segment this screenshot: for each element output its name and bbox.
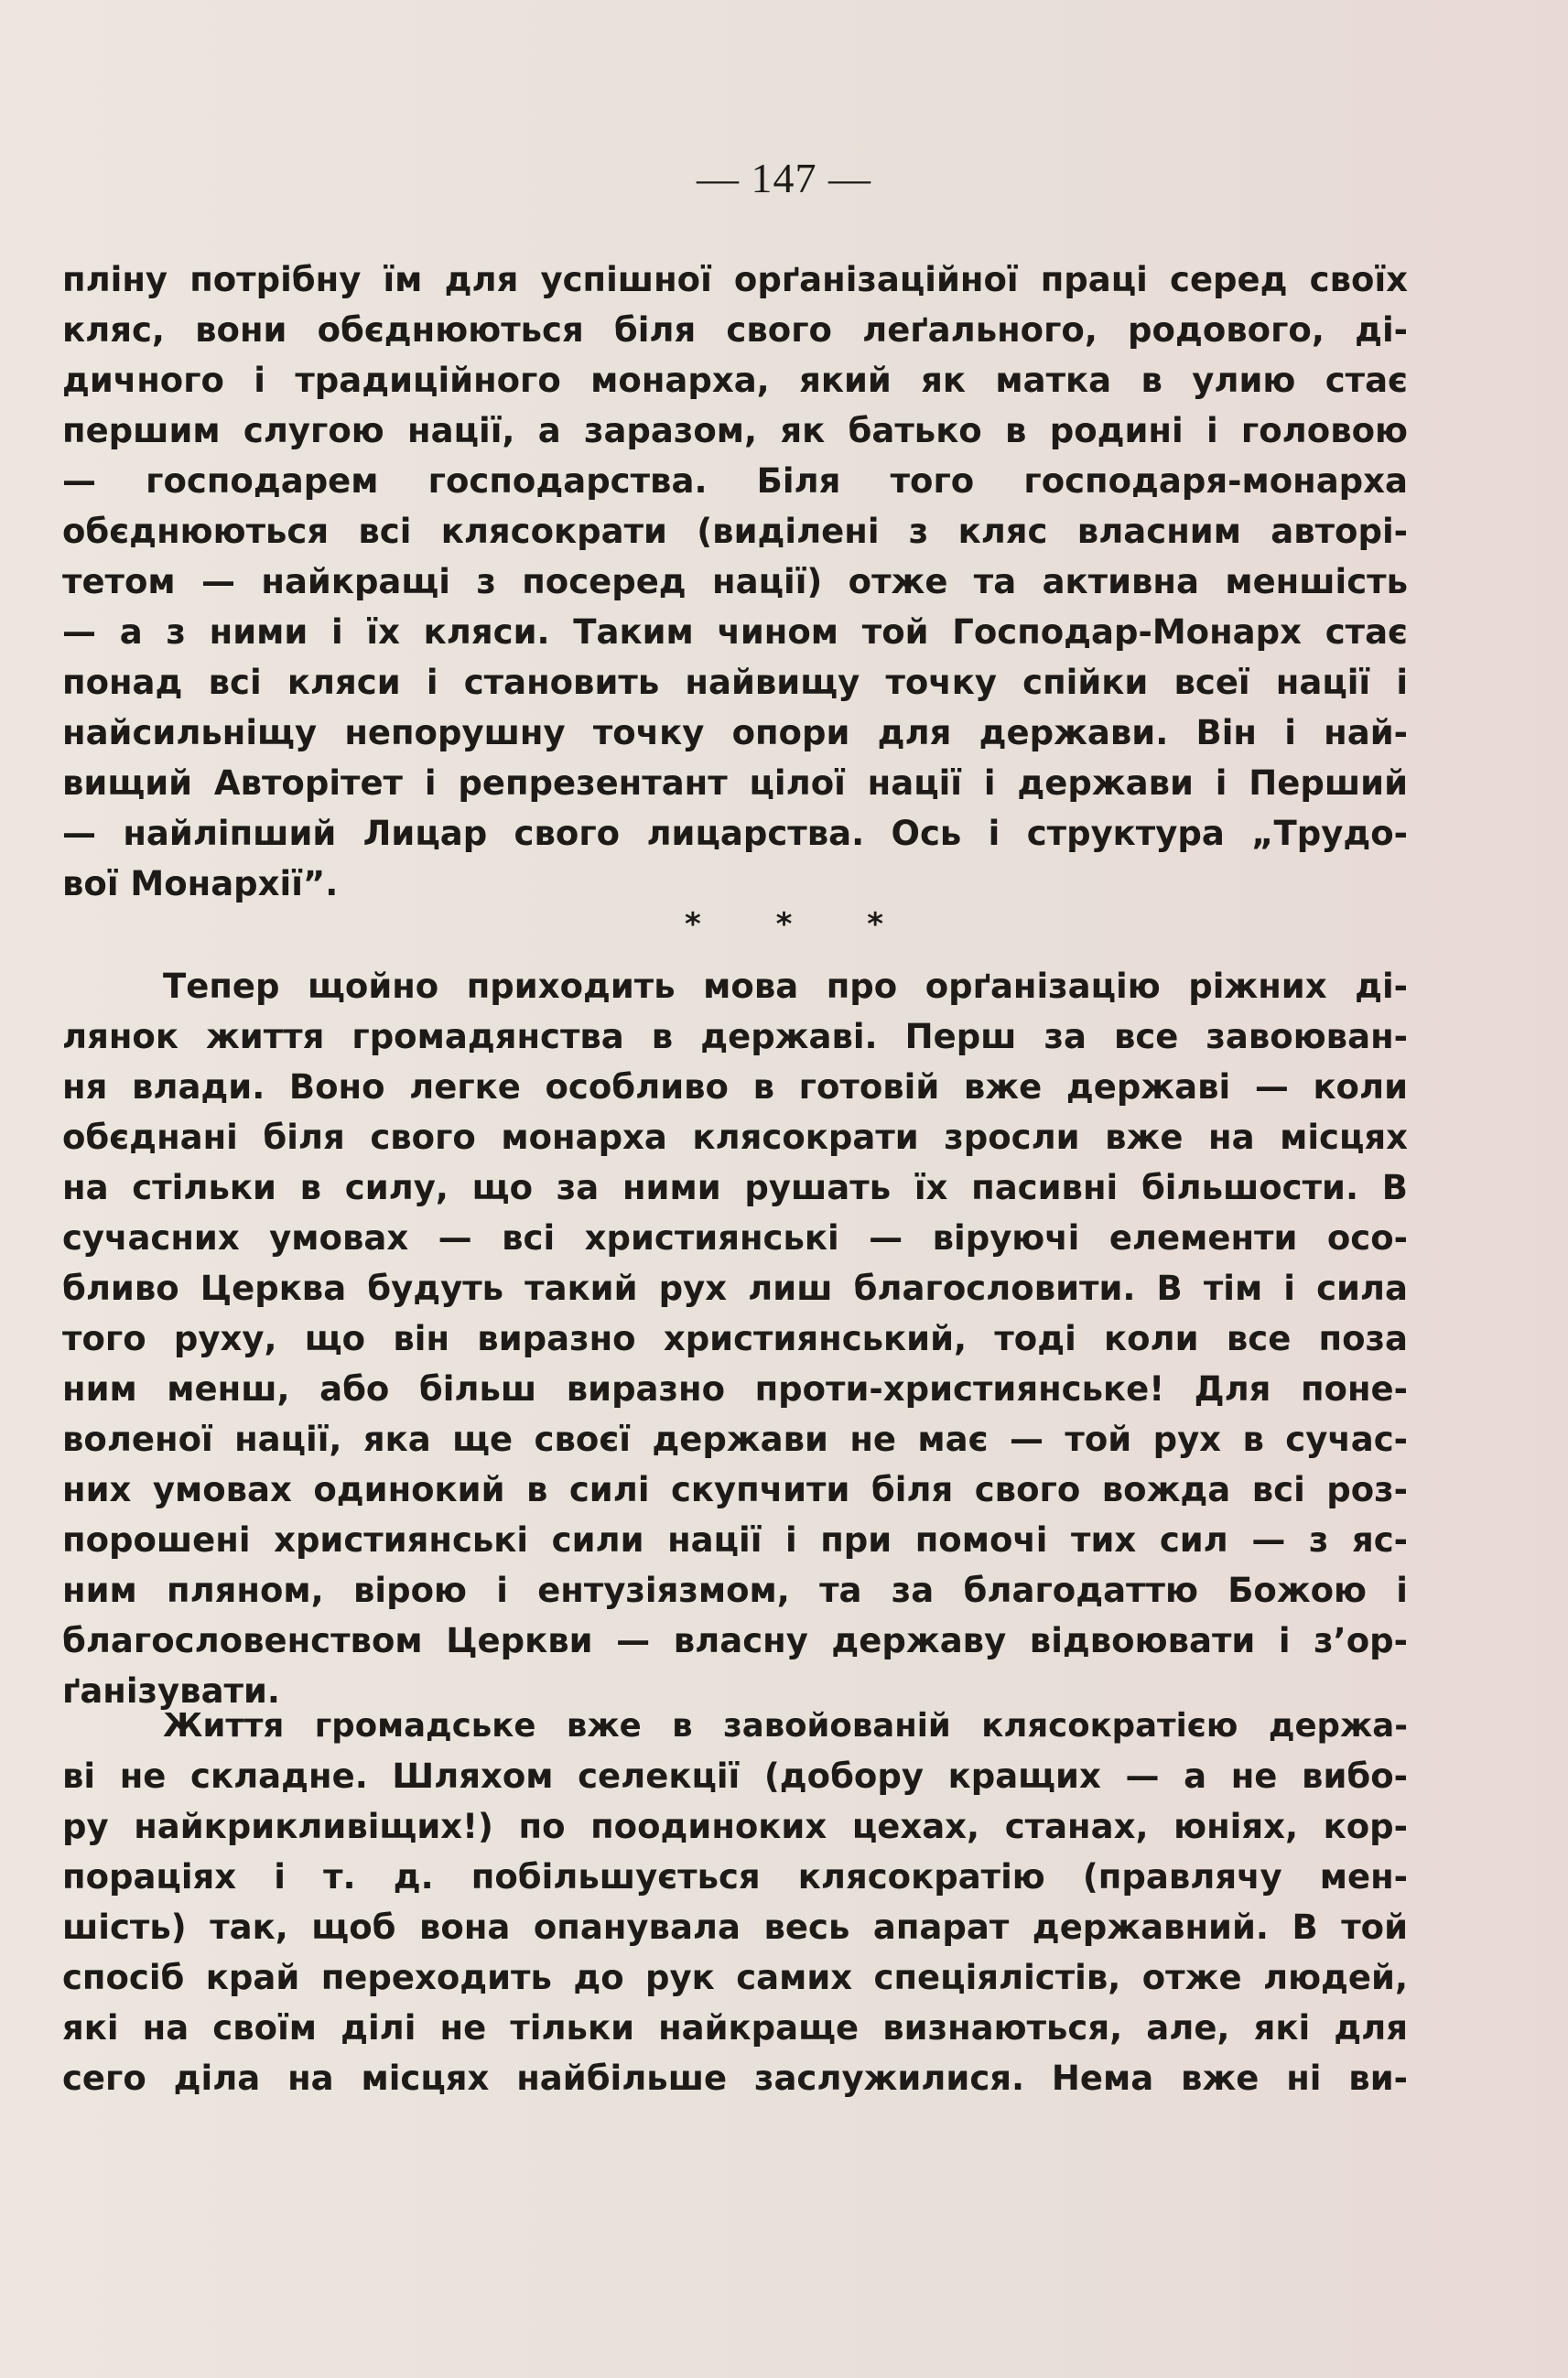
text-line: тетом — найкращі з посеред нації) отже та активна меншість xyxy=(62,562,1408,601)
paragraph-3 xyxy=(62,1701,1408,2103)
text-line: понад всі кляси і становить найвищу точку спійки всеї нації і xyxy=(62,663,1408,702)
text-line: ним менш, або більш виразно проти-християнське! Для поне- xyxy=(62,1369,1408,1409)
paragraph-1 xyxy=(62,254,1408,909)
text-line: — господарем господарства. Біля того господаря-монарха xyxy=(62,461,1408,501)
text-line: спосіб край переходить до рук самих спеціялістів, отже людей, xyxy=(62,1958,1408,1997)
text-line: них умовах одинокий в силі скупчити біля свого вожда всі роз- xyxy=(62,1470,1408,1509)
text-line: — а з ними і їх кляси. Таким чином той Господар-Монарх стає xyxy=(62,612,1408,652)
text-line: ві не складне. Шляхом селекції (добору кращих — а не вибо- xyxy=(62,1756,1408,1796)
text-line: сего діла на місцях найбільше заслужилися. Нема вже ні ви- xyxy=(62,2059,1408,2098)
text-line: порошені християнські сили нації і при помочі тих сил — з яс- xyxy=(62,1520,1408,1560)
text-line: Тепер щойно приходить мова про орґанізацію ріжних ді- xyxy=(163,967,1408,1006)
page-number: — 147 — xyxy=(697,155,871,201)
text-line: першим слугою нації, а заразом, як батько в родині і головою xyxy=(62,411,1408,450)
text-line: ру найкрикливіщих!) по поодиноких цехах, станах, юніях, кор- xyxy=(62,1807,1408,1846)
text-line: ня влади. Воно легке особливо в готовій вже державі — коли xyxy=(62,1067,1408,1107)
text-line: — найліпший Лицар свого лицарства. Ось і структура „Трудо- xyxy=(62,814,1408,853)
text-line: на стільки в силу, що за ними рушать їх пасивні більшости. В xyxy=(62,1168,1408,1207)
text-line: Життя громадське вже в завойованій клясократією держа- xyxy=(163,1707,1408,1745)
text-line: того руху, що він виразно християнський, тоді коли все поза xyxy=(62,1319,1408,1358)
text-line: ним пляном, вірою і ентузіязмом, та за благодаттю Божою і xyxy=(62,1571,1408,1610)
text-line: пораціях і т. д. побільшується клясократію (правлячу мен- xyxy=(62,1857,1408,1897)
text-line: благословенством Церкви — власну державу відвоювати і з’ор- xyxy=(62,1621,1408,1660)
text-line: найсильніщу непорушну точку опори для держави. Він і най- xyxy=(62,713,1408,752)
text-line: дичного і традиційного монарха, який як матка в улию стає xyxy=(62,361,1408,400)
paragraph-2 xyxy=(62,961,1408,1716)
text-line: обєднані біля свого монарха клясократи зросли вже на місцях xyxy=(62,1118,1408,1157)
text-line: вої Монархії”. xyxy=(62,864,339,903)
text-line: кляс, вони обєднюються біля свого леґального, родового, ді- xyxy=(62,310,1408,350)
text-line: шість) так, щоб вона опанувала весь апарат державний. В той xyxy=(62,1908,1408,1947)
text-line: воленої нації, яка ще своєї держави не має — той рух в сучас- xyxy=(62,1420,1408,1459)
text-line: ґанізувати. xyxy=(62,1671,280,1711)
text-line: пліну потрібну їм для успішної орґанізаційної праці серед своїх xyxy=(62,260,1408,299)
text-line: сучасних умовах — всі християнські — віруючі елементи осо- xyxy=(62,1218,1408,1258)
text-line: бливо Церква будуть такий рух лиш благословити. В тім і сила xyxy=(62,1269,1408,1308)
text-line: лянок життя громадянства в державі. Перш за все завоюван- xyxy=(62,1017,1408,1056)
text-line: які на своїм ділі не тільки найкраще визнаються, але, які для xyxy=(62,2008,1408,2048)
text-line: вищий Авторітет і репрезентант цілої нації і держави і Перший xyxy=(62,763,1408,803)
text-line: обєднюються всі клясократи (виділені з кляс власним авторі- xyxy=(62,512,1408,551)
section-separator: * * * xyxy=(684,906,883,943)
